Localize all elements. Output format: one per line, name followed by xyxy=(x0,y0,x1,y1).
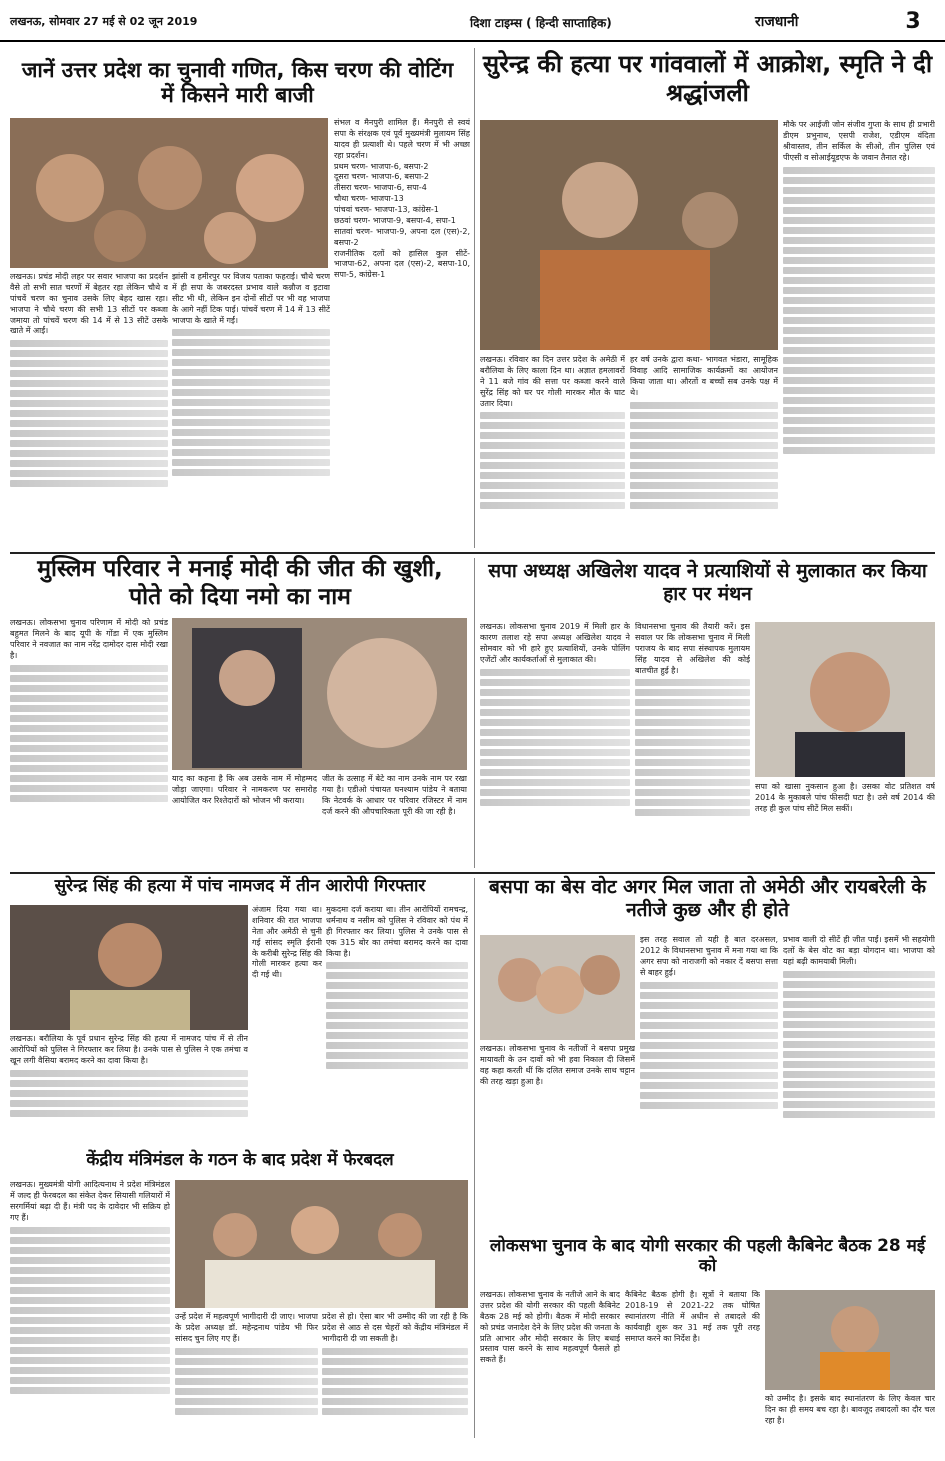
article-4-col-2: विधानसभा चुनाव की तैयारी करें। इस सवाल पर कि लोकसभा चुनाव में मिली पराजय के बाद सपा संस्थापक मुलायम सिंह यादव से अखिलेश की कोई बातचीत हुई है। xyxy=(635,622,750,868)
article-6-headline: बसपा का बेस वोट अगर मिल जाता तो अमेठी और रायबरेली के नतीजे कुछ और ही होते xyxy=(489,876,926,921)
article-4-headline: सपा अध्यक्ष अखिलेश यादव ने प्रत्याशियों से मुलाकात कर किया हार पर मंथन xyxy=(488,560,927,605)
article-5-col-2: अंजाम दिया गया था। शनिवार की रात भाजपा नेता और अमेठी से चुनी गई सांसद स्मृति ईरानी के करीबी सुरेन्द्र सिंह की गोली मारकर हत्या कर दी गई थी। xyxy=(252,905,322,980)
article-6-col-3: प्रभाव वाली दो सीटें ही जीत पाईं। इसमें भी सहयोगी दलों के बेस वोट का बड़ा योगदान था। भाजपा को यहां बढ़ी कामयाबी मिली। xyxy=(783,935,935,1146)
photo-muslim-family xyxy=(172,618,467,770)
article-1-col-1: लखनऊ। प्रचंड मोदी लहर पर सवार भाजपा का प्रदर्शन वैसे तो सभी सात चरणों में बेहतर रहा लेकिन चौथे व पांचवें चरण का चुनाव उसके लिए बेहद खास रहा। भाजपा ने चौथे चरण की सभी 13 सीटों पर कब्जा जमाया तो पांचवें चरण की 14 में से 13 सीटें उसके खाते में आईं। xyxy=(10,272,168,547)
article-5-col-3: मुकदमा दर्ज कराया था। तीन आरोपियों रामचन्द्र, धर्मनाथ व नसीम को पुलिस ने रविवार को पंथ में ही गिरफ्तार कर लिया। पुलिस ने उनके पास से एक 315 बोर का तमंचा बरामद करने का दावा किया है। xyxy=(326,905,468,1145)
article-8-col-3: को उम्मीद है। इसके बाद स्थानांतरण के लिए केवल चार दिन का ही समय बच रहा है। बावजूद तबादलों का दौर चल रहा है। xyxy=(765,1394,935,1425)
article-7-col-2: उन्हें प्रदेश में महत्वपूर्ण भागीदारी दी जाए। भाजपा के प्रदेश अध्यक्ष डॉ. महेन्द्रनाथ पांडेय भी फिर सांसद चुन लिए गए हैं। xyxy=(175,1312,318,1450)
article-2-col-2: हर वर्ष उनके द्वारा कथा- भागवत भंडारा, सामूहिक विवाह आदि सामाजिक कार्यक्रमों का आयोजन किया जाता था। औरतों व बच्चों सब उनके पक्ष में थे। xyxy=(630,355,778,547)
article-7-col-1: लखनऊ। मुख्यमंत्री योगी आदित्यनाथ ने प्रदेश मंत्रिमंडल में जल्द ही फेरबदल का संकेत देकर सियासी गलियारों में सरगर्मियां बढ़ा दी हैं। मंत्री पद के दावेदार भी सक्रिय हो गए हैं। xyxy=(10,1180,170,1450)
masthead xyxy=(0,0,945,42)
article-3-col-3: जीत के उत्साह में बेटे का नाम उनके नाम पर रखा गया है। एडीओ पंचायत घनश्याम पांडेय ने बताया कि नेटवर्क के आधार पर परिवार रजिस्टर में नाम दर्ज करने की औपचारिकता पूरी की जा रही है। xyxy=(322,774,467,816)
article-2-col-3: मौके पर आईजी जोन संजीव गुप्ता के साथ ही प्रभारी डीएम प्रभुनाथ, एसपी राजेश, एडीएम वंदिता श्रीवास्तव, तीन सर्किल के सीओ, तीन पुलिस एवं पीएसी व सोआईयूडएफ के जवान तैनात रहे। xyxy=(783,120,935,548)
article-4-col-3: सपा को खासा नुकसान हुआ है। उसका वोट प्रतिशत वर्ष 2014 के मुकाबले पांच फीसदी घटा है। उसे वर्ष 2014 की तरह ही कुल पांच सीटें मिल सकीं। xyxy=(755,782,935,813)
article-7-col-3: प्रदेश से हो। ऐसा बार भी उम्मीद की जा रही है कि प्रदेश से आठ से दस चेहरों को केंद्रीय मंत्रिमंडल में भागीदारी दी जा सकती है। xyxy=(322,1312,468,1450)
photo-shraddhanjali-crowd xyxy=(480,120,778,350)
article-3-headline: मुस्लिम परिवार ने मनाई मोदी की जीत की खुशी, पोते को दिया नमो का नाम xyxy=(37,556,443,610)
article-1-headline: जानें उत्तर प्रदेश का चुनावी गणित, किस चरण की वोटिंग में किसने मारी बाजी xyxy=(21,58,454,108)
article-5-col-1: लखनऊ। बरौलिया के पूर्व प्रधान सुरेन्द्र सिंह की हत्या में नामजद पांच में से तीन आरोपियों को पुलिस ने गिरफ्तार कर लिया है। उनके पास से पुलिस ने एक तमंचा व खून लगी वैसिया बरामद करने का दावा किया है। xyxy=(10,1034,248,1146)
article-5-headline: सुरेन्द्र सिंह की हत्या में पांच नामजद में तीन आरोपी गिरफ्तार xyxy=(54,876,426,896)
photo-ministers-celebration xyxy=(175,1180,468,1308)
photo-akhilesh-yadav xyxy=(755,622,935,777)
article-6-col-2: इस तरह सवाल तो यही है बात दरअसल, 2012 के विधानसभा चुनाव में मना गया था कि अगर सपा को नाराजगी को नकार दें बसपा सत्ता से बाहर हुई। xyxy=(640,935,778,1146)
article-1-col-3: संभल व मैनपुरी शामिल हैं। मैनपुरी से स्वयं सपा के संरक्षक एवं पूर्व मुख्यमंत्री मुलायम सिंह यादव ही प्रत्याशी थे। पहले चरण में भी अच्छा रहा प्रदर्शन। प्रथम चरण- भाजपा-6, बसपा-2 दूसरा चरण- भाजपा-6, बसपा-2 तीसरा चरण- भाजपा-6, सपा-4 चौथा चरण- भाजपा-13 पांचवां चरण- भाजपा-13, कांग्रेस-1 छठवां चरण- भाजपा-9, बसपा-4, सपा-1 सातवां चरण- भाजपा-9, अपना दल (एस)-2, बसपा-2 राजनीतिक दलों को हासिल कुल सीटें- भाजपा-62, अपना दल (एस)-2, बसपा-10, सपा-5, कांग्रेस-1 xyxy=(334,118,470,280)
photo-police-officer xyxy=(10,905,248,1030)
article-3-col-2: याद का कहना है कि अब उसके नाम में मोहम्मद जोड़ा जाएगा। परिवार ने नामकरण पर समारोह आयोजित कर रिश्तेदारों को भोजन भी कराया। xyxy=(172,774,317,805)
article-2-col-1: लखनऊ। रविवार का दिन उत्तर प्रदेश के अमेठी में बरौलिया के लिए काला दिन था। अज्ञात हमलावरों ने 11 बजे गांव की सत्ता पर कब्जा करने वाले सुरेंद्र सिंह को घर पर गोली मारकर मौत के घाट उतार दिया। xyxy=(480,355,625,547)
article-7-headline: केंद्रीय मंत्रिमंडल के गठन के बाद प्रदेश में फेरबदल xyxy=(86,1150,394,1170)
photo-yogi-cabinet-meeting xyxy=(765,1290,935,1390)
article-2-headline: सुरेन्द्र की हत्या पर गांववालों में आक्रोश, स्मृति ने दी श्रद्धांजली xyxy=(482,50,933,107)
article-4-col-1: लखनऊ। लोकसभा चुनाव 2019 में मिली हार के कारण तलाश रहे सपा अध्यक्ष अखिलेश यादव ने सोमवार को भी हारे हुए प्रत्याशियों, उनके पोलिंग एजेंटों और कार्यकर्ताओं से मुलाकात की। xyxy=(480,622,630,868)
article-8-col-1: लखनऊ। लोकसभा चुनाव के नतीजे आने के बाद उत्तर प्रदेश की योगी सरकार की पहली कैबिनेट बैठक 28 मई को होगी। बैठक में मोदी सरकार को प्रचंड जनादेश देने के लिए प्रदेश की जनता के प्रति आभार और मोदी सरकार के लिए बधाई प्रस्ताव पास करने के साथ महत्वपूर्ण फैसले हो सकते हैं। xyxy=(480,1290,620,1365)
issue-date: लखनऊ, सोमवार 27 मई से 02 जून 2019 xyxy=(10,15,198,28)
paper-name: दिशा टाइम्स ( हिन्दी साप्ताहिक) xyxy=(470,16,612,30)
article-1-col-2: झांसी व हमीरपुर पर विजय पताका फहराई। चौथे चरण में ही सपा के जबरदस्त प्रभाव वाले कन्नौज व इटावा सीट भी थी, लेकिन इन दोनों सीटों पर भी वह भाजपा के आगे नहीं टिक पाई। पांचवें चरण में 14 में 13 सीटें भाजपा के खाते में गईं। xyxy=(172,272,330,547)
page-number: 3 xyxy=(905,9,921,34)
article-8-col-2: कैबिनेट बैठक होगी है। सूत्रों ने बताया कि 2018-19 से 2021-22 तक घोषित स्थानांतरण नीति में अधीन से तबादले की कार्यवाही शुरू कर 31 मई तक पूरी तरह समाप्त करने का निर्देश है। xyxy=(625,1290,760,1343)
section-name: राजधानी xyxy=(755,14,799,30)
photo-mayawati-sonia-rahul xyxy=(480,935,635,1040)
article-8-headline: लोकसभा चुनाव के बाद योगी सरकार की पहली कैबिनेट बैठक 28 मई को xyxy=(489,1236,926,1277)
photo-leaders-collage xyxy=(10,118,328,268)
article-6-col-1: लखनऊ। लोकसभा चुनाव के नतीजों ने बसपा प्रमुख मायावती के उन दावों को भी हवा निकाल दी जिसमें वह कहा करती थीं कि दलित समाज उनके साथ चट्टान की तरह खड़ा हुआ है। xyxy=(480,1044,635,1086)
article-3-col-1: लखनऊ। लोकसभा चुनाव परिणाम में मोदी को प्रचंड बहुमत मिलने के बाद यूपी के गोंडा में एक मुस्लिम परिवार ने नवजात का नाम नरेंद्र दामोदर दास मोदी रखा है। xyxy=(10,618,168,868)
